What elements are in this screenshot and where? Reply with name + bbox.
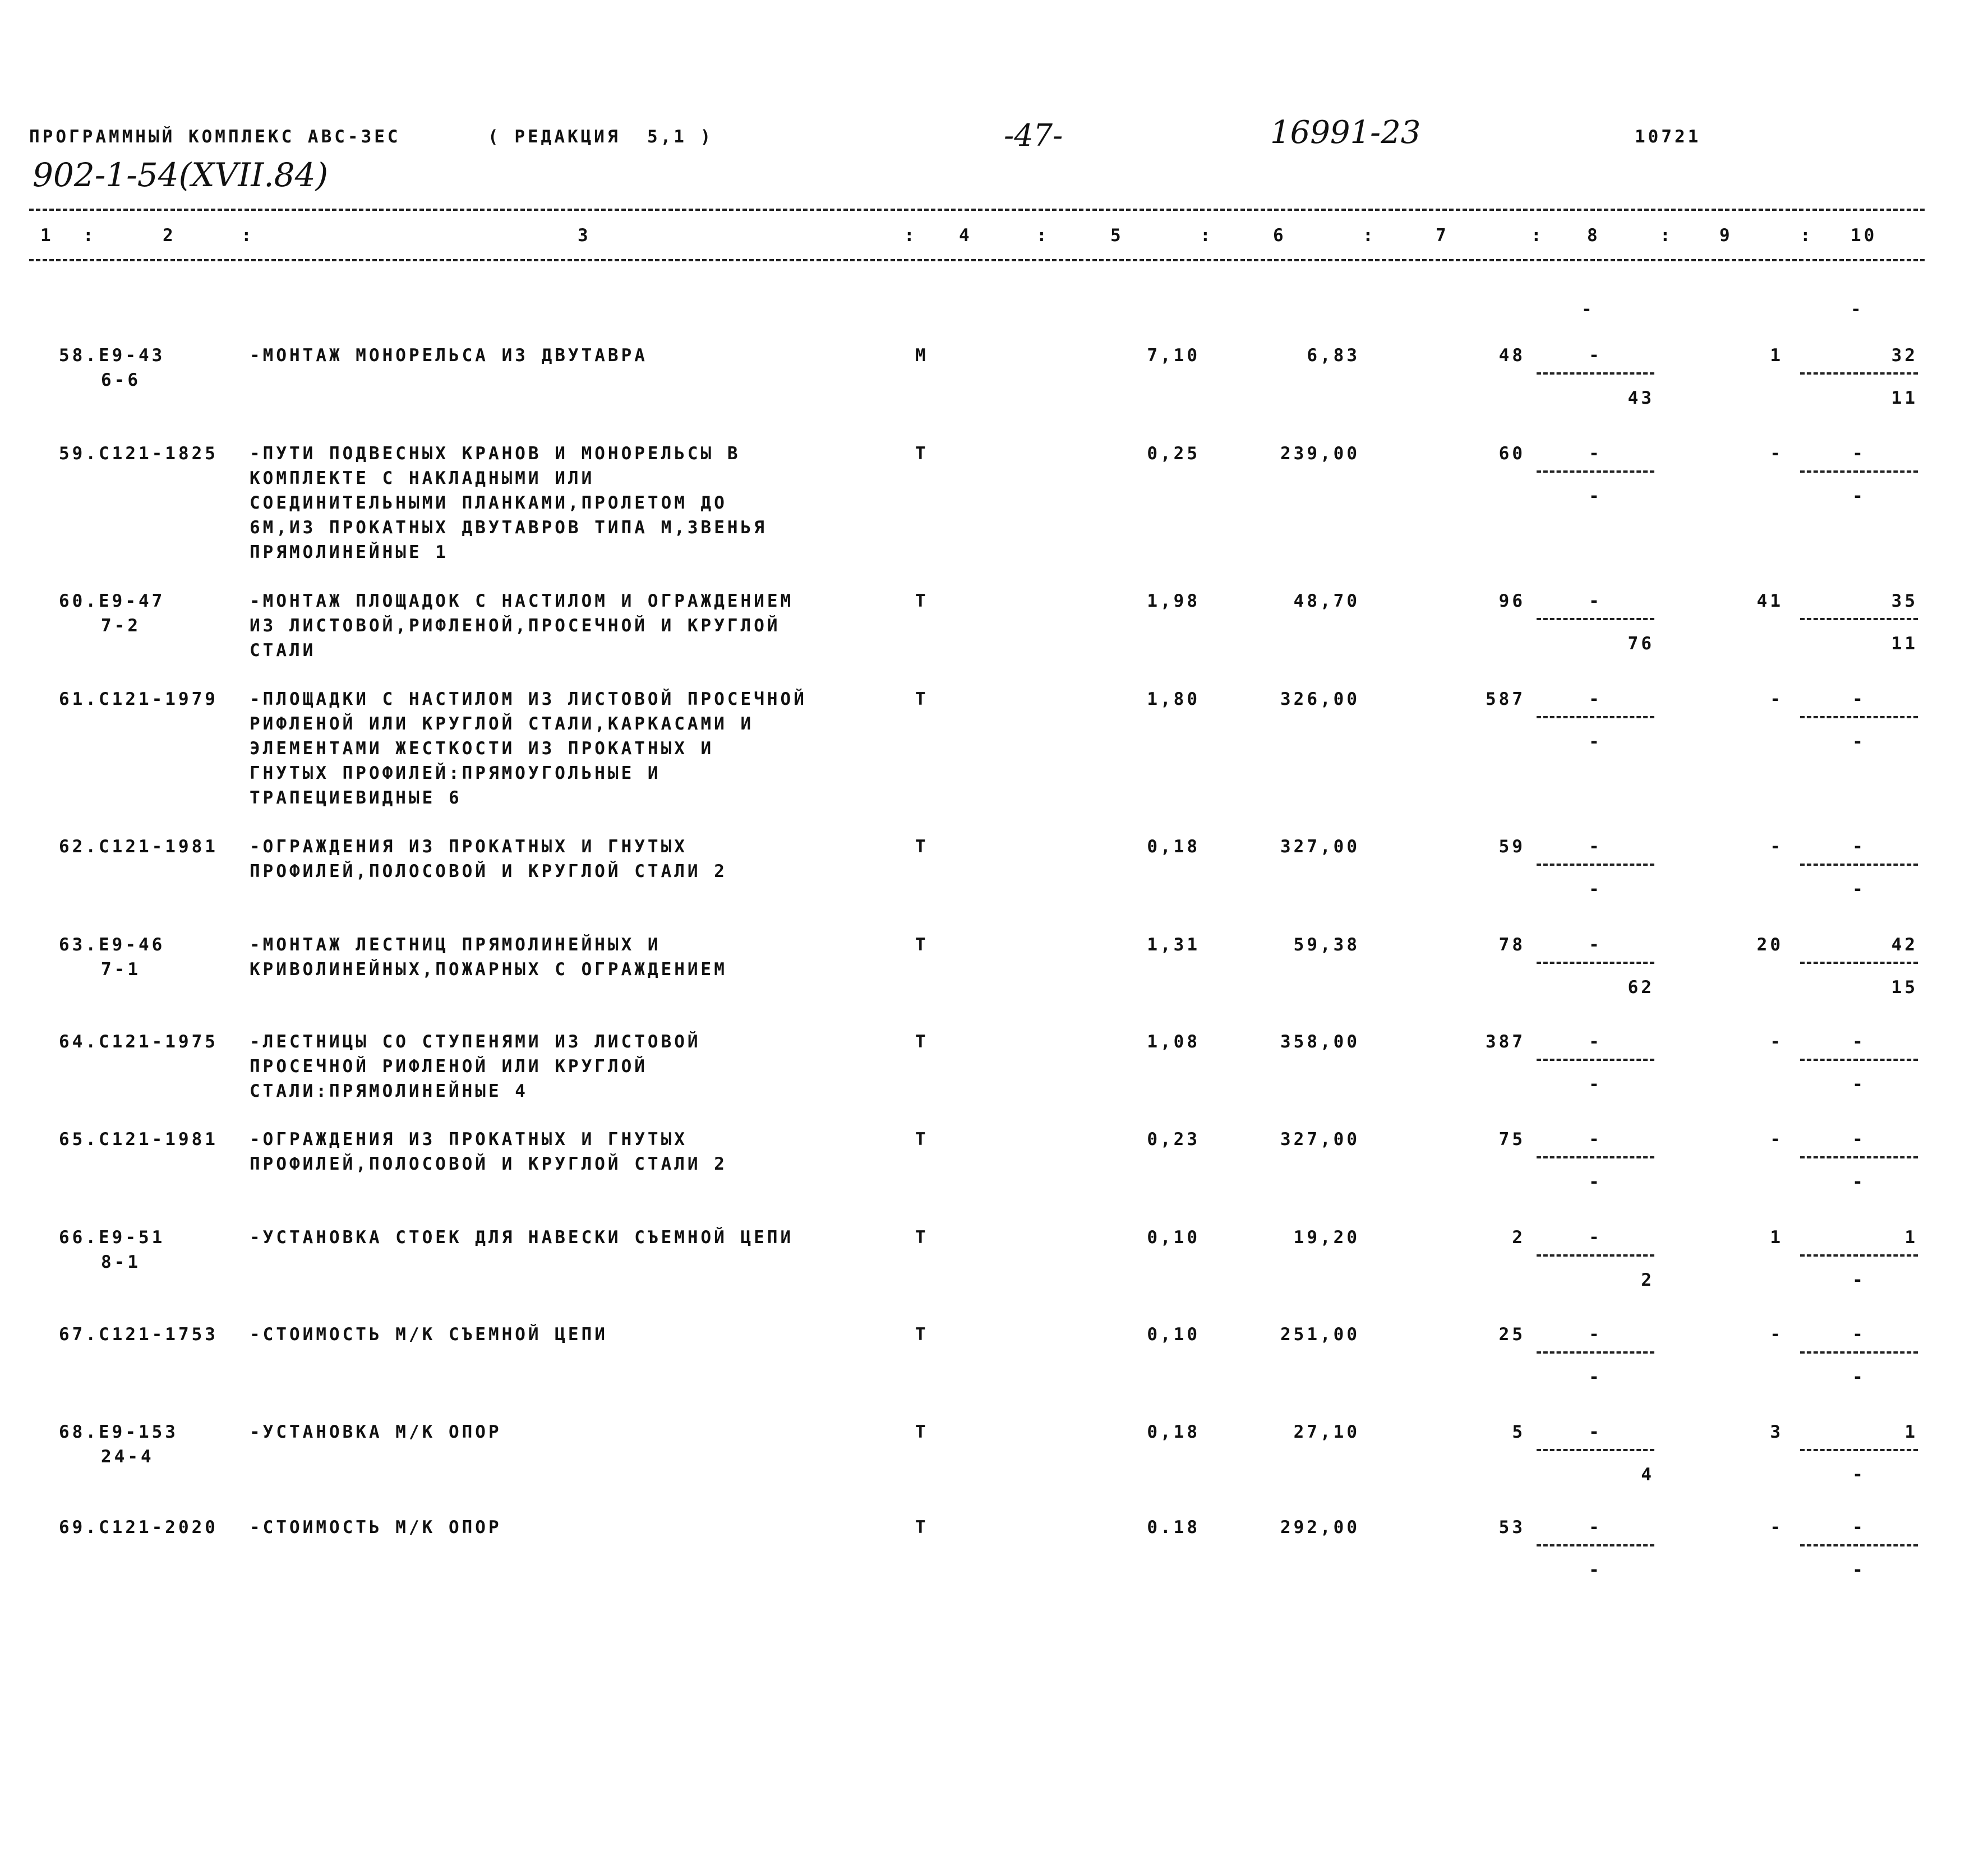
row-col10-fraction [1800,932,1918,1011]
row-col8-bottom: - [1589,1367,1602,1387]
row-quantity: 0.18 [1147,1517,1200,1538]
row-col8-fraction [1537,589,1654,667]
row-col8-fraction [1537,1127,1654,1206]
row-col10-bottom: - [1852,1172,1866,1192]
row-col9: - [1770,1032,1783,1052]
row-total: 96 [1498,591,1525,611]
column-header-8: 8 [1587,225,1600,246]
row-col9: - [1770,689,1783,709]
row-unit: М [915,345,929,366]
row-unit: Т [915,1129,929,1149]
row-total: 587 [1486,689,1525,709]
row-quantity: 0,23 [1147,1129,1200,1149]
row-col10-fraction [1800,834,1918,913]
row-total: 387 [1486,1032,1525,1052]
row-col8-bottom: 62 [1627,977,1654,998]
row-col10-fraction [1800,1225,1918,1304]
row-col10-top: 1 [1904,1227,1918,1248]
row-price: 327,00 [1280,1129,1360,1149]
column-header-7: 7 [1436,225,1449,246]
row-col10-divider [1800,1254,1918,1257]
row-col9: - [1770,444,1783,464]
column-separator: : [1660,225,1673,246]
row-col8-bottom: - [1589,486,1602,506]
row-col10-divider [1800,1544,1918,1546]
row-price: 239,00 [1280,444,1360,464]
row-unit: Т [915,1032,929,1052]
row-col10-bottom: - [1852,1074,1866,1095]
row-unit: Т [915,1422,929,1442]
row-col10-bottom: - [1852,1465,1866,1485]
row-col10-fraction [1800,1029,1918,1108]
column-header-1: 1 [40,225,54,246]
column-header-10: 10 [1851,225,1878,246]
column-header-3: 3 [578,225,591,246]
row-col10-top: - [1852,837,1866,857]
row-col8-divider [1537,1449,1654,1451]
row-col8-divider [1537,1254,1654,1257]
row-code: 68.Е9-153 [59,1422,178,1442]
row-col8-top: - [1589,689,1602,709]
row-col8-fraction [1537,441,1654,520]
row-unit: Т [915,935,929,955]
row-col9: - [1770,1129,1783,1149]
column-separator: : [241,225,255,246]
row-price: 358,00 [1280,1032,1360,1052]
row-col8-top: - [1589,345,1602,366]
row-col10-divider [1800,1449,1918,1451]
row-total: 59 [1498,837,1525,857]
row-col9: - [1770,1517,1783,1538]
row-col8-fraction [1537,343,1654,422]
row-price: 251,00 [1280,1324,1360,1345]
row-code: 67.С121-1753 [59,1324,218,1345]
row-col8-fraction [1537,1420,1654,1498]
row-col8-fraction [1537,1029,1654,1108]
row-col8-fraction [1537,1322,1654,1401]
row-price: 292,00 [1280,1517,1360,1538]
row-col8-bottom: - [1589,879,1602,899]
row-col8-divider [1537,962,1654,964]
row-col8-bottom: 4 [1641,1465,1654,1485]
edition: ( РЕДАКЦИЯ 5,1 ) [488,127,714,147]
row-col10-bottom: - [1852,879,1866,899]
column-header-6: 6 [1273,225,1286,246]
row-col10-fraction [1800,687,1918,765]
row-price: 27,10 [1293,1422,1360,1442]
row-total: 78 [1498,935,1525,955]
row-col10-top: - [1852,1324,1866,1345]
row-quantity: 0,10 [1147,1324,1200,1345]
row-price: 6,83 [1307,345,1360,366]
row-col8-divider [1537,864,1654,866]
row-code: 64.С121-1975 [59,1032,218,1052]
row-description: -СТОИМОСТЬ М/К СЪЕМНОЙ ЦЕПИ [250,1324,608,1345]
row-unit: Т [915,591,929,611]
row-col10-fraction [1800,1515,1918,1594]
column-separator: : [1531,225,1544,246]
row-description: -УСТАНОВКА М/К ОПОР [250,1422,502,1442]
column-header-2: 2 [163,225,176,246]
column-separator: : [1200,225,1214,246]
row-unit: Т [915,837,929,857]
row-total: 48 [1498,345,1525,366]
row-unit: Т [915,689,929,709]
row-col10-fraction [1800,1127,1918,1206]
row-col8-top: - [1589,837,1602,857]
row-quantity: 0,18 [1147,837,1200,857]
row-description: -МОНТАЖ МОНОРЕЛЬСА ИЗ ДВУТАВРА [250,345,648,366]
row-col8-top: - [1589,1422,1602,1442]
row-code-sub: 6-6 [101,370,141,390]
row-description: -УСТАНОВКА СТОЕК ДЛЯ НАВЕСКИ СЪЕМНОЙ ЦЕПИ [250,1227,794,1248]
row-description: -ОГРАЖДЕНИЯ ИЗ ПРОКАТНЫХ И ГНУТЫХ ПРОФИЛЕЙ,ПОЛОСОВОЙ И КРУГЛОЙ СТАЛИ 2 [250,1129,727,1174]
row-total: 5 [1512,1422,1525,1442]
row-quantity: 0,25 [1147,444,1200,464]
row-price: 326,00 [1280,689,1360,709]
row-col10-divider [1800,1351,1918,1354]
row-col8-divider [1537,716,1654,718]
page-number: -47- [1004,118,1063,153]
row-col10-fraction [1800,589,1918,667]
row-col8-fraction [1537,1225,1654,1304]
row-col8-top: - [1589,444,1602,464]
row-code: 65.С121-1981 [59,1129,218,1149]
row-col9: 20 [1756,935,1783,955]
row-col9: 1 [1770,345,1783,366]
row-code: 66.Е9-51 [59,1227,165,1248]
row-quantity: 1,08 [1147,1032,1200,1052]
row-col10-bottom: 11 [1891,634,1918,654]
row-col8-bottom: - [1589,1074,1602,1095]
row-col8-fraction [1537,1515,1654,1594]
row-price: 327,00 [1280,837,1360,857]
row-description: -ЛЕСТНИЦЫ СО СТУПЕНЯМИ ИЗ ЛИСТОВОЙ ПРОСЕЧНОЙ РИФЛЕНОЙ ИЛИ КРУГЛОЙ СТАЛИ:ПРЯМОЛИНЕЙНЫЕ 4 [250,1032,701,1101]
row-col10-divider [1800,372,1918,375]
row-code: 62.С121-1981 [59,837,218,857]
row-col10-top: 35 [1891,591,1918,611]
row-description: -ПУТИ ПОДВЕСНЫХ КРАНОВ И МОНОРЕЛЬСЫ В КОМПЛЕКТЕ С НАКЛАДНЫМИ ИЛИ СОЕДИНИТЕЛЬНЫМИ ПЛАНКАМИ,ПРОЛЕТОМ ДО 6М,ИЗ ПРОКАТНЫХ ДВУТАВРОВ ТИПА М,ЗВЕНЬЯ ПРЯМОЛИНЕЙНЫЕ 1 [250,444,767,562]
row-col10-fraction [1800,343,1918,422]
row-price: 19,20 [1293,1227,1360,1248]
row-quantity: 1,80 [1147,689,1200,709]
row-quantity: 1,98 [1147,591,1200,611]
row-col10-bottom: - [1852,1270,1866,1290]
row-col10-bottom: - [1852,732,1866,752]
row-col8-bottom: 43 [1627,388,1654,408]
row-unit: Т [915,1517,929,1538]
column-header-4: 4 [959,225,972,246]
row-col10-divider [1800,1059,1918,1061]
row-quantity: 7,10 [1147,345,1200,366]
row-code: 69.С121-2020 [59,1517,218,1538]
row-col8-bottom: 76 [1627,634,1654,654]
row-col9: 41 [1756,591,1783,611]
row-col8-top: - [1589,1517,1602,1538]
row-col8-top: - [1589,1324,1602,1345]
row-code-sub: 8-1 [101,1252,141,1272]
row-code: 59.С121-1825 [59,444,218,464]
row-code: 58.Е9-43 [59,345,165,366]
row-col10-divider [1800,618,1918,620]
row-col8-divider [1537,1059,1654,1061]
row-unit: Т [915,1324,929,1345]
row-col9: 3 [1770,1422,1783,1442]
row-total: 60 [1498,444,1525,464]
row-description: -МОНТАЖ ПЛОЩАДОК С НАСТИЛОМ И ОГРАЖДЕНИЕМ ИЗ ЛИСТОВОЙ,РИФЛЕНОЙ,ПРОСЕЧНОЙ И КРУГЛОЙ СТАЛИ [250,591,794,661]
row-col8-fraction [1537,834,1654,913]
top-rule [29,209,1925,211]
row-total: 75 [1498,1129,1525,1149]
row-col8-top: - [1589,935,1602,955]
column-separator: : [1363,225,1376,246]
column-separator: : [1800,225,1814,246]
row-col8-top: - [1589,1129,1602,1149]
header-bottom-rule [29,259,1925,261]
handwritten-reference: 902-1-54(XVII.84) [33,156,329,194]
row-col8-divider [1537,372,1654,375]
row-col10-top: 1 [1904,1422,1918,1442]
row-code: 63.Е9-46 [59,935,165,955]
doc-number: 10721 [1635,127,1701,147]
row-unit: Т [915,1227,929,1248]
row-col8-bottom: - [1589,1560,1602,1580]
column-header-5: 5 [1110,225,1124,246]
row-description: -ОГРАЖДЕНИЯ ИЗ ПРОКАТНЫХ И ГНУТЫХ ПРОФИЛЕЙ,ПОЛОСОВОЙ И КРУГЛОЙ СТАЛИ 2 [250,837,727,881]
row-code: 60.Е9-47 [59,591,165,611]
row-col10-fraction [1800,441,1918,520]
row-col10-bottom: 15 [1891,977,1918,998]
row-col8-divider [1537,1544,1654,1546]
doc-code: 16991-23 [1270,114,1421,151]
row-col8-bottom: 2 [1641,1270,1654,1290]
column-separator: : [1036,225,1050,246]
row-col8-divider [1537,618,1654,620]
row-col10-divider [1800,1156,1918,1158]
row-total: 53 [1498,1517,1525,1538]
row-code-sub: 7-1 [101,959,141,980]
row-col10-bottom: - [1852,1560,1866,1580]
row-col10-top: - [1852,1032,1866,1052]
row-col8-divider [1537,1351,1654,1354]
column-separator: : [83,225,96,246]
row-col10-top: - [1852,444,1866,464]
row-col9: - [1770,837,1783,857]
row-description: -МОНТАЖ ЛЕСТНИЦ ПРЯМОЛИНЕЙНЫХ И КРИВОЛИНЕЙНЫХ,ПОЖАРНЫХ С ОГРАЖДЕНИЕМ [250,935,727,980]
row-col10-top: - [1852,689,1866,709]
row-col9: 1 [1770,1227,1783,1248]
row-col8-bottom: - [1589,732,1602,752]
row-price: 59,38 [1293,935,1360,955]
row-quantity: 1,31 [1147,935,1200,955]
row-col10-divider [1800,716,1918,718]
row-col8-divider [1537,1156,1654,1158]
row-col10-bottom: - [1852,486,1866,506]
row-col10-top: - [1852,1129,1866,1149]
row-description: -ПЛОЩАДКИ С НАСТИЛОМ ИЗ ЛИСТОВОЙ ПРОСЕЧНОЙ РИФЛЕНОЙ ИЛИ КРУГЛОЙ СТАЛИ,КАРКАСАМИ И ЭЛЕМЕНТАМИ ЖЕСТКОСТИ ИЗ ПРОКАТНЫХ И ГНУТЫХ ПРОФИЛЕЙ:ПРЯМОУГОЛЬНЫЕ И ТРАПЕЦИЕВИДНЫЕ 6 [250,689,807,808]
column-header-9: 9 [1719,225,1733,246]
row-col8-top: - [1589,1032,1602,1052]
row-col10-fraction [1800,1322,1918,1401]
lead-col8-mark: - [1581,299,1595,320]
row-col10-bottom: - [1852,1367,1866,1387]
row-col10-divider [1800,864,1918,866]
row-col10-bottom: 11 [1891,388,1918,408]
row-col10-fraction [1800,1420,1918,1498]
column-separator: : [904,225,917,246]
row-col10-divider [1800,470,1918,473]
row-col8-fraction [1537,932,1654,1011]
row-total: 25 [1498,1324,1525,1345]
row-quantity: 0,10 [1147,1227,1200,1248]
row-col8-fraction [1537,687,1654,765]
row-col8-top: - [1589,1227,1602,1248]
row-col10-top: - [1852,1517,1866,1538]
row-col8-bottom: - [1589,1172,1602,1192]
row-code-sub: 24-4 [101,1447,154,1467]
row-col10-top: 32 [1891,345,1918,366]
row-col8-top: - [1589,591,1602,611]
row-price: 48,70 [1293,591,1360,611]
row-code: 61.С121-1979 [59,689,218,709]
lead-col10-mark: - [1851,299,1864,320]
row-description: -СТОИМОСТЬ М/К ОПОР [250,1517,502,1538]
row-quantity: 0,18 [1147,1422,1200,1442]
row-col8-divider [1537,470,1654,473]
row-code-sub: 7-2 [101,616,141,636]
row-col9: - [1770,1324,1783,1345]
program-name: ПРОГРАММНЫЙ КОМПЛЕКС АВС-3ЕС [29,127,401,147]
row-unit: Т [915,444,929,464]
row-total: 2 [1512,1227,1525,1248]
row-col10-top: 42 [1891,935,1918,955]
row-col10-divider [1800,962,1918,964]
